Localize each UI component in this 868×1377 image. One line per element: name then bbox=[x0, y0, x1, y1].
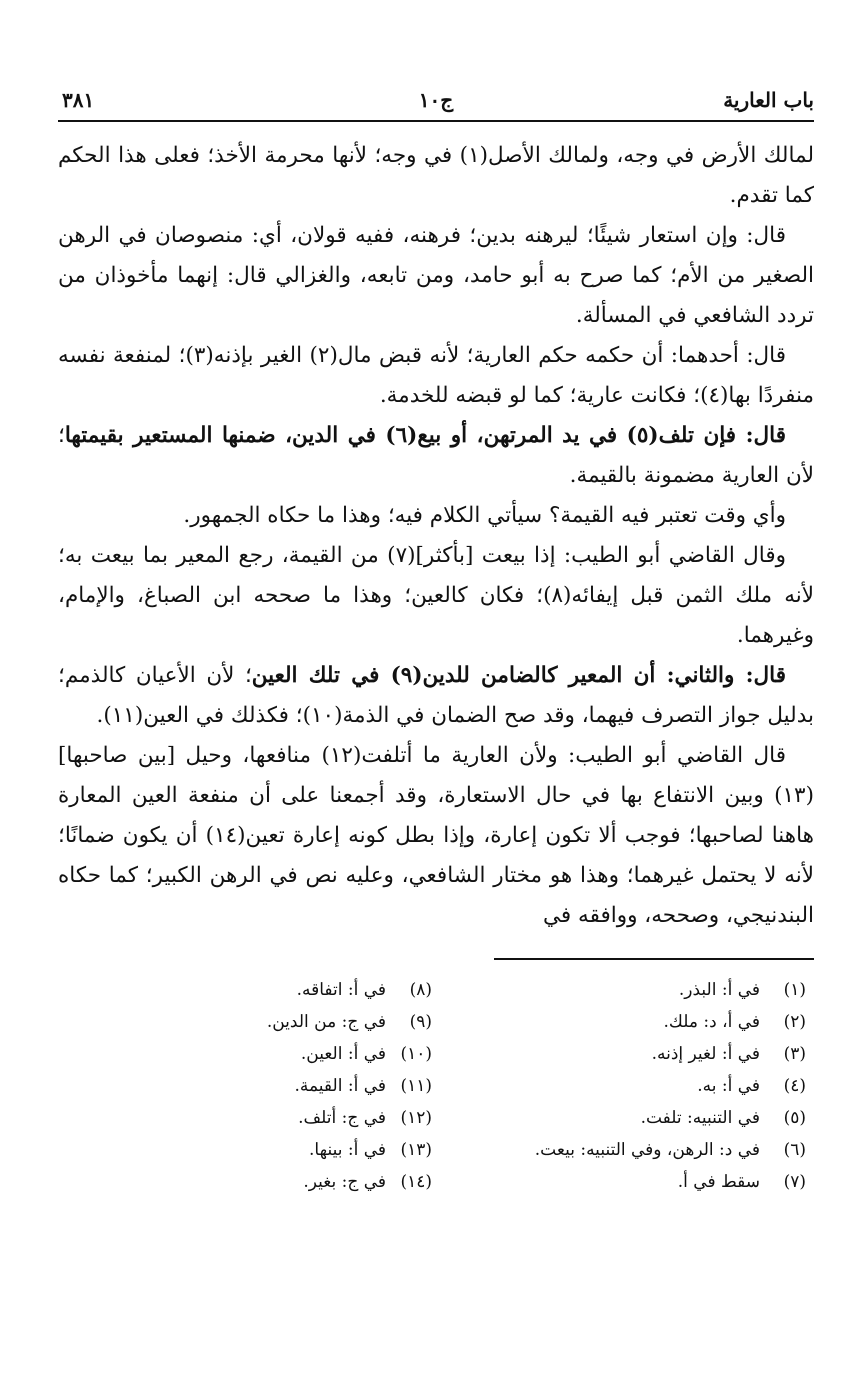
footnote-item bbox=[432, 1038, 806, 1070]
footnote-number: (٩) bbox=[409, 1012, 432, 1032]
footnote-text: في ج: من الدين. bbox=[266, 1012, 386, 1032]
footnote-text: في د: الرهن، وفي التنبيه: بيعت. bbox=[534, 1140, 760, 1160]
paragraph bbox=[58, 416, 814, 496]
footnote-text: في أ: لغير إذنه. bbox=[651, 1044, 760, 1064]
footnote-text: في أ: به. bbox=[697, 1076, 760, 1096]
footnote-text: في أ، د: ملك. bbox=[663, 1012, 760, 1032]
footnote-number: (٧) bbox=[783, 1172, 806, 1192]
footnote-item bbox=[432, 1134, 806, 1166]
volume-label: ج١٠ bbox=[418, 88, 454, 112]
footnote-number: (٤) bbox=[783, 1076, 806, 1096]
text-run: وأي وقت تعتبر فيه القيمة؟ سيأتي الكلام فيه؛ وهذا ما حكاه الجمهور. bbox=[183, 503, 786, 528]
footnote-number: (١٢) bbox=[400, 1108, 432, 1128]
text-run: لمالك الأرض في وجه، ولمالك الأصل(١) في وجه؛ لأنها محرمة الأخذ؛ فعلى هذا الحكم كما تقدم. bbox=[58, 143, 814, 208]
footnote-number: (١٤) bbox=[400, 1172, 432, 1192]
footnote-item bbox=[432, 1006, 806, 1038]
paragraph bbox=[58, 336, 814, 416]
text-run: قال القاضي أبو الطيب: ولأن العارية ما أتلفت(١٢) منافعها، وحيل [بين صاحبها](١٣) وبين الانتفاع بها في حال الاستعارة، وقد أجمعنا على أن منفعة العين المعارة هاهنا لصاحبها؛ فوجب ألا تكون إعارة، وإذا بطل كونه إعارة تعين(١٤) أن يكون ضمانًا؛ لأنه لا يحتمل غيرهما؛ وهذا هو مختار الشافعي، وعليه نص في الرهن الكبير؛ كما حكاه البندنيجي، وصححه، ووافقه في bbox=[58, 743, 814, 928]
footnote-item bbox=[432, 974, 806, 1006]
footnote-item bbox=[432, 1070, 806, 1102]
footnote-item bbox=[432, 1102, 806, 1134]
footnote-item bbox=[58, 1166, 432, 1198]
footnote-text: في أ: بينها. bbox=[309, 1140, 386, 1160]
footnote-number: (٢) bbox=[783, 1012, 806, 1032]
text-run: ؛ لأن الأعيان كالذمم؛ بدليل جواز التصرف فيهما، وقد صح الضمان في الذمة(١٠)؛ فكذلك في العين(١١). bbox=[58, 663, 814, 728]
paragraph bbox=[58, 216, 814, 336]
footnote-number: (٦) bbox=[783, 1140, 806, 1160]
footnote-text: في أ: اتفاقه. bbox=[296, 980, 386, 1000]
footnote-item bbox=[58, 1102, 432, 1134]
footnote-number: (٥) bbox=[783, 1108, 806, 1128]
chapter-title: باب العارية bbox=[723, 88, 814, 112]
footnote-text: في التنبيه: تلفت. bbox=[640, 1108, 760, 1128]
text-run: قال: أحدهما: أن حكمه حكم العارية؛ لأنه قبض مال(٢) الغير بإذنه(٣)؛ لمنفعة نفسه منفردًا بها(٤)؛ فكانت عارية؛ كما لو قبضه للخدمة. bbox=[58, 343, 814, 408]
footnote-number: (١١) bbox=[400, 1076, 432, 1096]
footnote-text: في ج: أتلف. bbox=[298, 1108, 386, 1128]
paragraph bbox=[58, 136, 814, 216]
text-run: وقال القاضي أبو الطيب: إذا بيعت [بأكثر](٧) من القيمة، رجع المعير بما بيعت به؛ لأنه ملك الثمن قبل إيفائه(٨)؛ فكان كالعين؛ وهذا ما صححه ابن الصباغ، والإمام، وغيرهما. bbox=[58, 543, 814, 648]
footnotes bbox=[58, 974, 814, 1198]
footnote-text: في ج: بغير. bbox=[303, 1172, 386, 1192]
footnote-text: في أ: القيمة. bbox=[294, 1076, 386, 1096]
footnote-text: في أ: العين. bbox=[300, 1044, 386, 1064]
book-page bbox=[58, 84, 814, 1344]
paragraph bbox=[58, 536, 814, 656]
paragraph bbox=[58, 656, 814, 736]
footnote-item bbox=[58, 1134, 432, 1166]
footnote-text: في أ: البذر. bbox=[678, 980, 760, 1000]
bold-text: قال: والثاني: أن المعير كالضامن للدين(٩) في تلك العين bbox=[251, 663, 786, 688]
running-header bbox=[58, 84, 814, 122]
footnotes-column-right bbox=[432, 974, 814, 1198]
text-run: ؛ لأن العارية مضمونة بالقيمة. bbox=[58, 423, 814, 488]
footnote-number: (١٣) bbox=[400, 1140, 432, 1160]
footnote-item bbox=[58, 1038, 432, 1070]
footnote-number: (٨) bbox=[409, 980, 432, 1000]
paragraph bbox=[58, 736, 814, 936]
footnote-number: (١٠) bbox=[400, 1044, 432, 1064]
footnote-item bbox=[58, 1006, 432, 1038]
footnote-item bbox=[58, 974, 432, 1006]
footnote-text: سقط في أ. bbox=[677, 1172, 760, 1192]
bold-text: قال: فإن تلف(٥) في يد المرتهن، أو بيع(٦) في الدين، ضمنها المستعير بقيمتها bbox=[64, 423, 786, 448]
footnotes-column-left bbox=[58, 974, 432, 1198]
paragraph bbox=[58, 496, 814, 536]
footnote-item bbox=[432, 1166, 806, 1198]
footnote-separator bbox=[494, 958, 814, 960]
footnote-number: (١) bbox=[783, 980, 806, 1000]
footnote-number: (٣) bbox=[783, 1044, 806, 1064]
text-run: قال: وإن استعار شيئًا؛ ليرهنه بدين؛ فرهنه، ففيه قولان، أي: منصوصان في الرهن الصغير من الأم؛ كما صرح به أبو حامد، ومن تابعه، والغزالي قال: إنهما مأخوذان من تردد الشافعي في المسألة. bbox=[58, 223, 814, 328]
main-text bbox=[58, 136, 814, 936]
footnote-item bbox=[58, 1070, 432, 1102]
page-number: ٣٨١ bbox=[62, 88, 95, 112]
